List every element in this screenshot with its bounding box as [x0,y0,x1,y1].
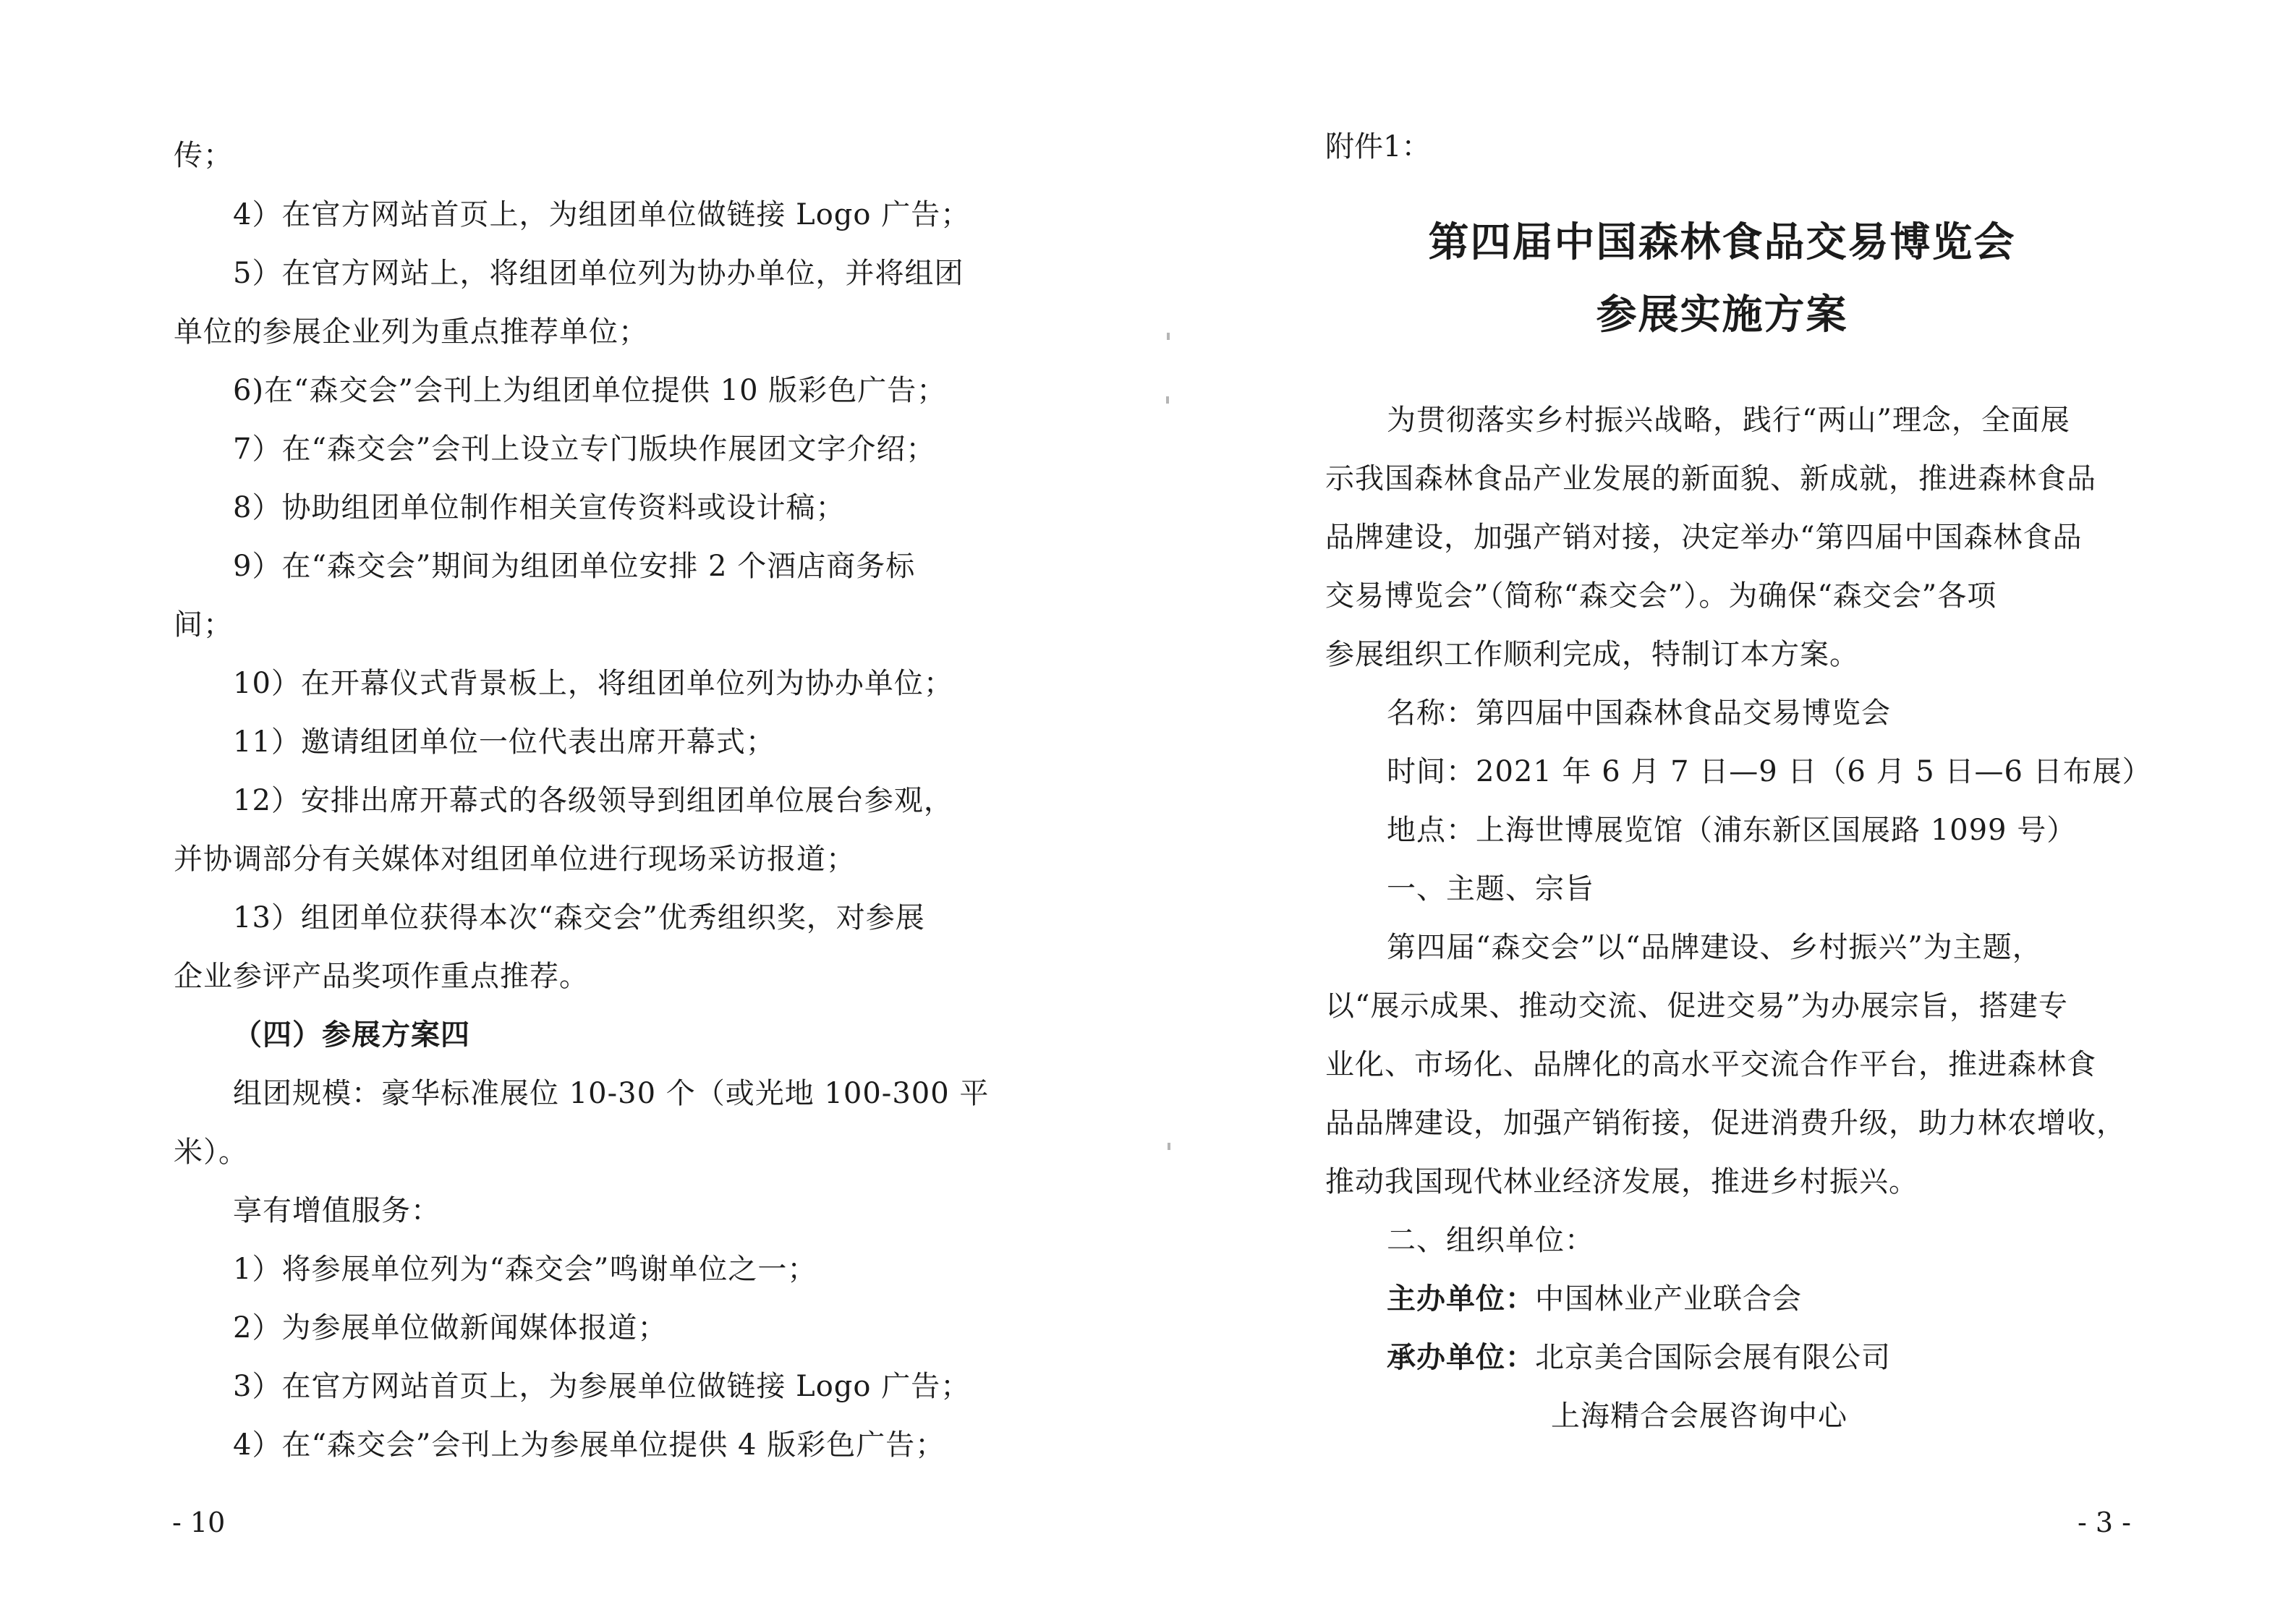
right-line-4: 交易博览会”（简称“森交会”）。为确保“森交会”各项 [1325,579,1997,613]
right-line-12: 业化、市场化、品牌化的高水平交流合作平台，推进森林食 [1325,1048,2096,1081]
right-line-13: 品品牌建设，加强产销衔接，促进消费升级，助力林农增收， [1325,1107,2126,1140]
left-page-number: - 10 [172,1507,226,1538]
scan-speck [1167,333,1170,340]
scan-speck [1166,396,1169,404]
host-unit-value: 中国林业产业联合会 [1535,1282,1802,1316]
left-line-20: 1）将参展单位列为“森交会”鸣谢单位之一； [233,1253,817,1286]
left-line-8: 9）在“森交会”期间为组团单位安排 2 个酒店商务标 [233,550,916,583]
left-line-2: 4）在官方网站首页上，为组团单位做链接 Logo 广告； [233,198,971,231]
right-line-5: 参展组织工作顺利完成，特制订本方案。 [1325,638,1859,671]
left-line-21: 2）为参展单位做新闻媒体报道； [233,1311,668,1345]
section-heading-organizers: 二、组织单位： [1387,1224,1594,1257]
left-line-11: 11）邀请组团单位一位代表出席开幕式； [233,725,775,759]
left-line-18: 米）。 [174,1136,248,1169]
host-unit-label: 主办单位： [1387,1282,1535,1316]
left-line-4: 单位的参展企业列为重点推荐单位； [174,315,648,349]
left-line-13: 并协调部分有关媒体对组团单位进行现场采访报道； [174,843,856,876]
organizer-unit-row [1387,1339,1891,1376]
exhibition-location: 地点：上海世博展览馆（浦东新区国展路 1099 号） [1387,814,2077,847]
left-line-19: 享有增值服务： [233,1194,441,1227]
left-line-15: 企业参评产品奖项作重点推荐。 [174,960,589,993]
organizer-unit-label: 承办单位： [1387,1340,1535,1374]
right-line-2: 示我国森林食品产业发展的新面貌、新成就，推进森林食品 [1325,462,2096,495]
document-title-line-2: 参展实施方案 [1596,291,1848,338]
organizer-unit-value-1: 北京美合国际会展有限公司 [1535,1341,1891,1374]
attachment-label: 附件1： [1325,130,1431,163]
left-line-7: 8）协助组团单位制作相关宣传资料或设计稿； [233,491,846,524]
right-line-3: 品牌建设，加强产销对接，决定举办“第四届中国森林食品 [1325,521,2083,554]
left-line-1: 传； [174,139,233,172]
right-line-1: 为贯彻落实乡村振兴战略，践行“两山”理念，全面展 [1387,404,2070,437]
left-line-3: 5）在官方网站上，将组团单位列为协办单位，并将组团 [233,257,964,290]
left-line-6: 7）在“森交会”会刊上设立专门版块作展团文字介绍； [233,433,936,466]
right-page [1148,0,2296,1623]
section-heading-theme: 一、主题、宗旨 [1387,872,1594,906]
left-line-23: 4）在“森交会”会刊上为参展单位提供 4 版彩色广告； [233,1428,945,1462]
right-page-number: - 3 - [2078,1507,2132,1538]
host-unit-row [1387,1281,1802,1317]
right-line-14: 推动我国现代林业经济发展，推进乡村振兴。 [1325,1165,1918,1198]
exhibition-time: 时间：2021 年 6 月 7 日—9 日（6 月 5 日—6 日布展） [1387,755,2152,788]
section-heading-plan-four: （四）参展方案四 [233,1018,470,1052]
document-title-line-1: 第四届中国森林食品交易博览会 [1428,218,2016,266]
left-line-5: 6)在“森交会”会刊上为组团单位提供 10 版彩色广告； [233,374,947,407]
left-line-12: 12）安排出席开幕式的各级领导到组团单位展台参观， [233,784,953,817]
left-line-14: 13）组团单位获得本次“森交会”优秀组织奖，对参展 [233,901,925,934]
left-line-9: 间； [174,608,233,642]
right-line-11: 以“展示成果、推动交流、促进交易”为办展宗旨，搭建专 [1325,989,2068,1023]
organizer-unit-value-2: 上海精合会展咨询中心 [1551,1400,1848,1433]
left-line-17: 组团规模：豪华标准展位 10-30 个（或光地 100-300 平 [233,1077,990,1110]
left-line-10: 10）在开幕仪式背景板上，将组团单位列为协办单位； [233,667,953,700]
right-line-10: 第四届“森交会”以“品牌建设、乡村振兴”为主题， [1387,931,2042,964]
scan-speck [1168,1143,1170,1150]
left-line-22: 3）在官方网站首页上，为参展单位做链接 Logo 广告； [233,1370,971,1403]
exhibition-name: 名称：第四届中国森林食品交易博览会 [1387,697,1891,730]
